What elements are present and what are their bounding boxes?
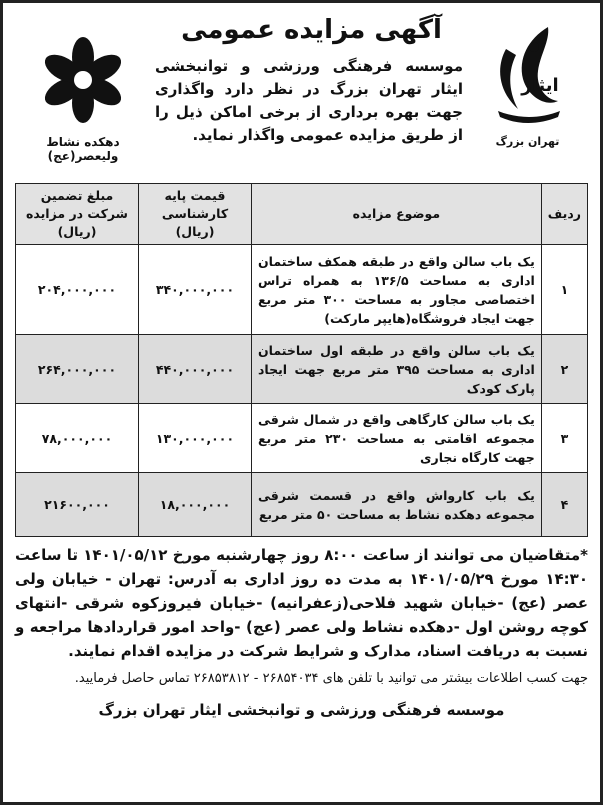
row-base-price: ۳۴۰,۰۰۰,۰۰۰ <box>139 245 252 335</box>
header-base-price: قیمت پایه کارشناسی (ریال) <box>139 184 252 245</box>
village-logo <box>23 35 143 165</box>
table-row <box>16 245 588 335</box>
isar-logo-caption: تهران بزرگ <box>495 135 560 148</box>
row-number: ۴ <box>541 473 587 537</box>
table-row <box>16 473 588 537</box>
row-base-price: ۱۸,۰۰۰,۰۰۰ <box>139 473 252 537</box>
table-row <box>16 404 588 473</box>
row-guarantee: ۲۱۶۰۰,۰۰۰ <box>16 473 139 537</box>
intro-text: موسسه فرهنگی ورزشی و توانبخشی ایثار تهران بزرگ در نظر دارد واگذاری جهت بهره برداری از برخی اماکن ذیل را از طریق مزایده عمومی واگذار نماید. <box>155 57 463 144</box>
row-base-price: ۱۳۰,۰۰۰,۰۰۰ <box>139 404 252 473</box>
footer-organization: موسسه فرهنگی ورزشی و توانبخشی ایثار تهران بزرگ <box>98 701 505 719</box>
row-number: ۳ <box>541 404 587 473</box>
header <box>15 13 588 183</box>
page-title: آگهی مزایده عمومی <box>181 15 442 45</box>
header-subject: موضوع مزایده <box>252 184 542 245</box>
flower-emblem-icon <box>38 35 128 125</box>
table-row <box>16 335 588 404</box>
village-logo-caption: دهکده نشاط ولیعصر(عج) <box>46 135 120 163</box>
isar-brand-text: ایثار <box>520 75 559 96</box>
row-subject: یک باب سالن کارگاهی واقع در شمال شرقی مجموعه اقامتی به مساحت ۲۳۰ متر مربع جهت کارگاه نجاری <box>252 404 542 473</box>
isar-logo <box>475 19 580 169</box>
auction-table <box>15 183 588 537</box>
row-number: ۲ <box>541 335 587 404</box>
header-guarantee: مبلغ تضمین شرکت در مزایده (ریال) <box>16 184 139 245</box>
row-number: ۱ <box>541 245 587 335</box>
row-guarantee: ۲۰۴,۰۰۰,۰۰۰ <box>16 245 139 335</box>
row-subject: یک باب سالن واقع در طبقه اول ساختمان اداری به مساحت ۳۹۵ متر مربع جهت ایجاد پارک کودک <box>252 335 542 404</box>
row-subject: یک باب کارواش واقع در قسمت شرقی مجموعه دهکده نشاط به مساحت ۵۰ متر مربع <box>252 473 542 537</box>
table-header-row <box>16 184 588 245</box>
row-subject: یک باب سالن واقع در طبقه همکف ساختمان اداری به مساحت ۱۳۶/۵ به همراه تراس اختصاصی مجاور به مساحت ۳۰۰ متر مربع جهت ایجاد فروشگاه(هایپر مارکت) <box>252 245 542 335</box>
contact-info: جهت کسب اطلاعات بیشتر می توانید با تلفن های ۲۶۸۵۴۰۳۴ - ۲۶۸۵۳۸۱۲ تماس حاصل فرمایید. <box>74 671 588 686</box>
row-base-price: ۴۴۰,۰۰۰,۰۰۰ <box>139 335 252 404</box>
application-instructions: *متقاضیان می توانند از ساعت ۸:۰۰ روز چهارشنبه مورخ ۱۴۰۱/۰۵/۱۲ تا ساعت ۱۴:۳۰ مورخ ۱۴۰۱/۰۵/۲۹ به مدت ده روز اداری به آدرس: تهران - خیابان ولی عصر (عج) -خیابان شهید فلاحی(زعفرانیه) -خیابان فیروزکوه شرقی -انتهای کوچه روشن اول -دهکده نشاط ولی عصر (عج) -واحد امور قراردادها مراجعه و نسبت به دریافت اسناد، مدارک و شرایط شرکت در مزایده اقدام نمایند. <box>15 546 589 660</box>
row-guarantee: ۷۸,۰۰۰,۰۰۰ <box>16 404 139 473</box>
row-guarantee: ۲۶۴,۰۰۰,۰۰۰ <box>16 335 139 404</box>
isar-emblem-icon <box>478 19 578 129</box>
header-row-number: ردیف <box>541 184 587 245</box>
